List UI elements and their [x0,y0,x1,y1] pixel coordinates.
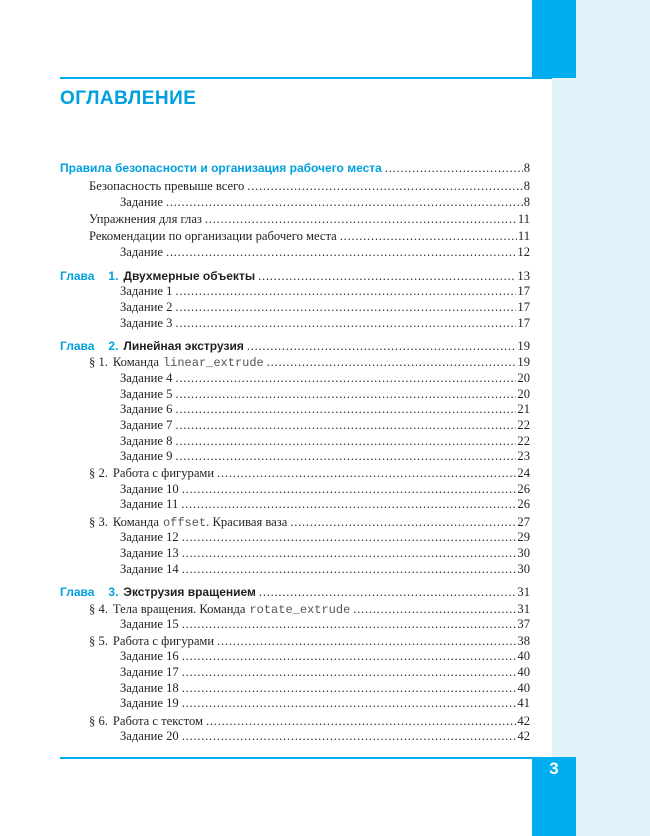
toc-entry[interactable] [120,695,530,711]
leader-dots [214,633,516,649]
toc-entry-label: Задание 16 [120,649,179,663]
toc-entry-label: Безопасность превыше всего [89,179,245,193]
toc-section-6[interactable] [89,713,530,729]
toc-entry[interactable] [120,545,530,561]
toc-entry-page: 20 [517,371,530,385]
leader-dots [179,481,517,497]
toc-entry-page: 11 [517,212,530,226]
toc-entry-label: Задание 18 [120,681,179,695]
toc-entry[interactable] [120,561,530,577]
chapter-number: 1. [108,269,119,283]
toc-entry-label: Задание 6 [120,402,173,416]
toc-entry-label: Работа с фигурами [112,634,215,648]
toc-entry[interactable] [120,448,530,464]
toc-chapter-3[interactable] [60,584,530,600]
toc-entry-page: 26 [517,497,530,511]
toc-entry[interactable] [120,401,530,417]
toc-entry-page: 20 [517,387,530,401]
top-rule [60,77,552,79]
toc-entry[interactable] [120,481,530,497]
toc-entry-label: Задание 1 [120,284,173,298]
leader-dots [382,160,523,176]
leader-dots [203,713,516,729]
toc-entry[interactable] [120,315,530,331]
toc-entry[interactable] [120,529,530,545]
toc-entry[interactable] [120,194,530,210]
toc-entry[interactable] [120,648,530,664]
leader-dots [264,354,517,370]
toc-entry-label: Работа с текстом [112,714,204,728]
toc-entry-page: 30 [517,546,530,560]
toc-entry-label: Задание 2 [120,300,173,314]
toc-entry[interactable] [89,178,530,194]
leader-dots [179,695,517,711]
leader-dots [179,545,517,561]
toc-chapter-1[interactable] [60,268,530,284]
toc-entry[interactable] [120,496,530,512]
toc-entry[interactable] [120,283,530,299]
toc-entry-label: Упражнения для глаз [89,212,202,226]
leader-dots [172,401,516,417]
leader-dots [179,561,517,577]
toc-chapter-2[interactable] [60,338,530,354]
toc-entry-page: 40 [517,681,530,695]
toc-entry-label: Задание 13 [120,546,179,560]
leader-dots [172,386,516,402]
section-number: § 5. [89,634,108,648]
leader-dots [350,601,516,617]
leader-dots [172,299,516,315]
toc-entry-label: Задание [120,195,163,209]
toc-entry-page: 29 [517,530,530,544]
toc-entry[interactable] [120,386,530,402]
right-margin-strip [552,0,650,836]
toc-entry-label: Команда [112,355,159,369]
toc-entry-label: Правила безопасности и организация рабочего места [60,161,382,175]
leader-dots [163,244,516,260]
toc-entry-page: 8 [523,195,530,209]
toc-entry-page: 31 [517,585,530,599]
toc-entry-page: 31 [517,602,530,616]
toc-entry-label: Задание 10 [120,482,179,496]
toc-entry-page: 22 [517,434,530,448]
chapter-prefix: Глава [60,269,95,283]
chapter-number: 3. [108,585,119,599]
chapter-title: Линейная экструзия [123,339,244,353]
toc-entry-label: Задание 3 [120,316,173,330]
toc-entry-page: 24 [517,466,530,480]
leader-dots [179,728,517,744]
toc-entry[interactable] [89,228,530,244]
leader-dots [244,338,517,354]
toc-entry-page: 11 [517,229,530,243]
leader-dots [172,448,516,464]
chapter-prefix: Глава [60,585,95,599]
section-number: § 3. [89,515,108,529]
toc-entry[interactable] [120,417,530,433]
toc-entry-label-suffix: . Красивая ваза [206,515,288,529]
chapter-title: Двухмерные объекты [123,269,256,283]
section-number: § 1. [89,355,108,369]
leader-dots [337,228,517,244]
leader-dots [172,417,516,433]
page-title: ОГЛАВЛЕНИЕ [60,88,197,109]
toc-entry-label: Команда [112,515,159,529]
leader-dots [244,178,522,194]
toc-entry[interactable] [120,664,530,680]
toc-entry-page: 42 [517,714,530,728]
toc-entry-label: Работа с фигурами [112,466,215,480]
toc-entry-label: Задание 14 [120,562,179,576]
leader-dots [179,680,517,696]
toc-entry-page: 40 [517,649,530,663]
toc-entry[interactable] [120,616,530,632]
toc-entry-label: Задание 17 [120,665,179,679]
chapter-prefix: Глава [60,339,95,353]
toc-entry-label: Задание 20 [120,729,179,743]
leader-dots [214,465,516,481]
toc-section-1[interactable] [89,354,530,371]
toc-entry-label: Задание 12 [120,530,179,544]
toc-entry-label: Задание 19 [120,696,179,710]
leader-dots [287,514,516,530]
toc-entry-page: 17 [517,300,530,314]
toc-entry-page: 13 [517,269,530,283]
toc-entry-label: Тела вращения. Команда [112,602,246,616]
toc-entry-page: 26 [517,482,530,496]
toc-entry-rules[interactable] [60,160,530,176]
leader-dots [172,433,516,449]
toc-entry-label: Задание 8 [120,434,173,448]
toc-entry-page: 27 [517,515,530,529]
toc-entry[interactable] [120,299,530,315]
toc-entry-page: 41 [517,696,530,710]
toc-entry-page: 8 [523,179,530,193]
leader-dots [179,648,517,664]
leader-dots [202,211,517,227]
leader-dots [172,370,516,386]
toc-entry-page: 23 [517,449,530,463]
toc-entry-page: 8 [523,161,530,175]
code-label: offset [162,516,207,530]
toc-entry[interactable] [120,728,530,744]
toc-entry[interactable] [89,211,530,227]
toc-entry-page: 12 [517,245,530,259]
toc-entry-page: 37 [517,617,530,631]
leader-dots [172,315,516,331]
toc-entry-page: 17 [517,284,530,298]
section-number: § 4. [89,602,108,616]
leader-dots [256,584,516,600]
toc-entry-page: 38 [517,634,530,648]
page-number: 3 [549,759,559,778]
toc-section-2[interactable] [89,465,530,481]
chapter-number: 2. [108,339,119,353]
toc-entry-label: Задание 5 [120,387,173,401]
section-number: § 6. [89,714,108,728]
toc-entry-page: 30 [517,562,530,576]
bottom-rule [60,757,552,759]
code-label: rotate_extrude [249,603,351,617]
section-number: § 2. [89,466,108,480]
toc-entry[interactable] [120,244,530,260]
chapter-title: Экструзия вращением [123,585,256,599]
leader-dots [178,496,516,512]
toc-entry-label: Задание [120,245,163,259]
leader-dots [172,283,516,299]
toc-entry-page: 19 [517,339,530,353]
toc-entry[interactable] [120,680,530,696]
leader-dots [163,194,523,210]
toc-entry-label: Задание 9 [120,449,173,463]
toc-entry-label: Задание 11 [120,497,179,511]
code-label: linear_extrude [162,356,264,370]
toc-entry-label: Задание 7 [120,418,173,432]
toc-entry-page: 17 [517,316,530,330]
leader-dots [179,616,517,632]
toc-entry-page: 19 [517,355,530,369]
toc-entry[interactable] [120,370,530,386]
toc-section-5[interactable] [89,633,530,649]
toc-entry-page: 21 [517,402,530,416]
toc-entry-label: Задание 15 [120,617,179,631]
toc-entry-label: Рекомендации по организации рабочего места [89,229,337,243]
leader-dots [179,664,517,680]
toc-entry-label: Задание 4 [120,371,173,385]
leader-dots [255,268,516,284]
leader-dots [179,529,517,545]
toc-entry[interactable] [120,433,530,449]
toc-entry-page: 40 [517,665,530,679]
toc-entry-page: 42 [517,729,530,743]
toc-entry-page: 22 [517,418,530,432]
top-corner-tab [532,0,576,78]
